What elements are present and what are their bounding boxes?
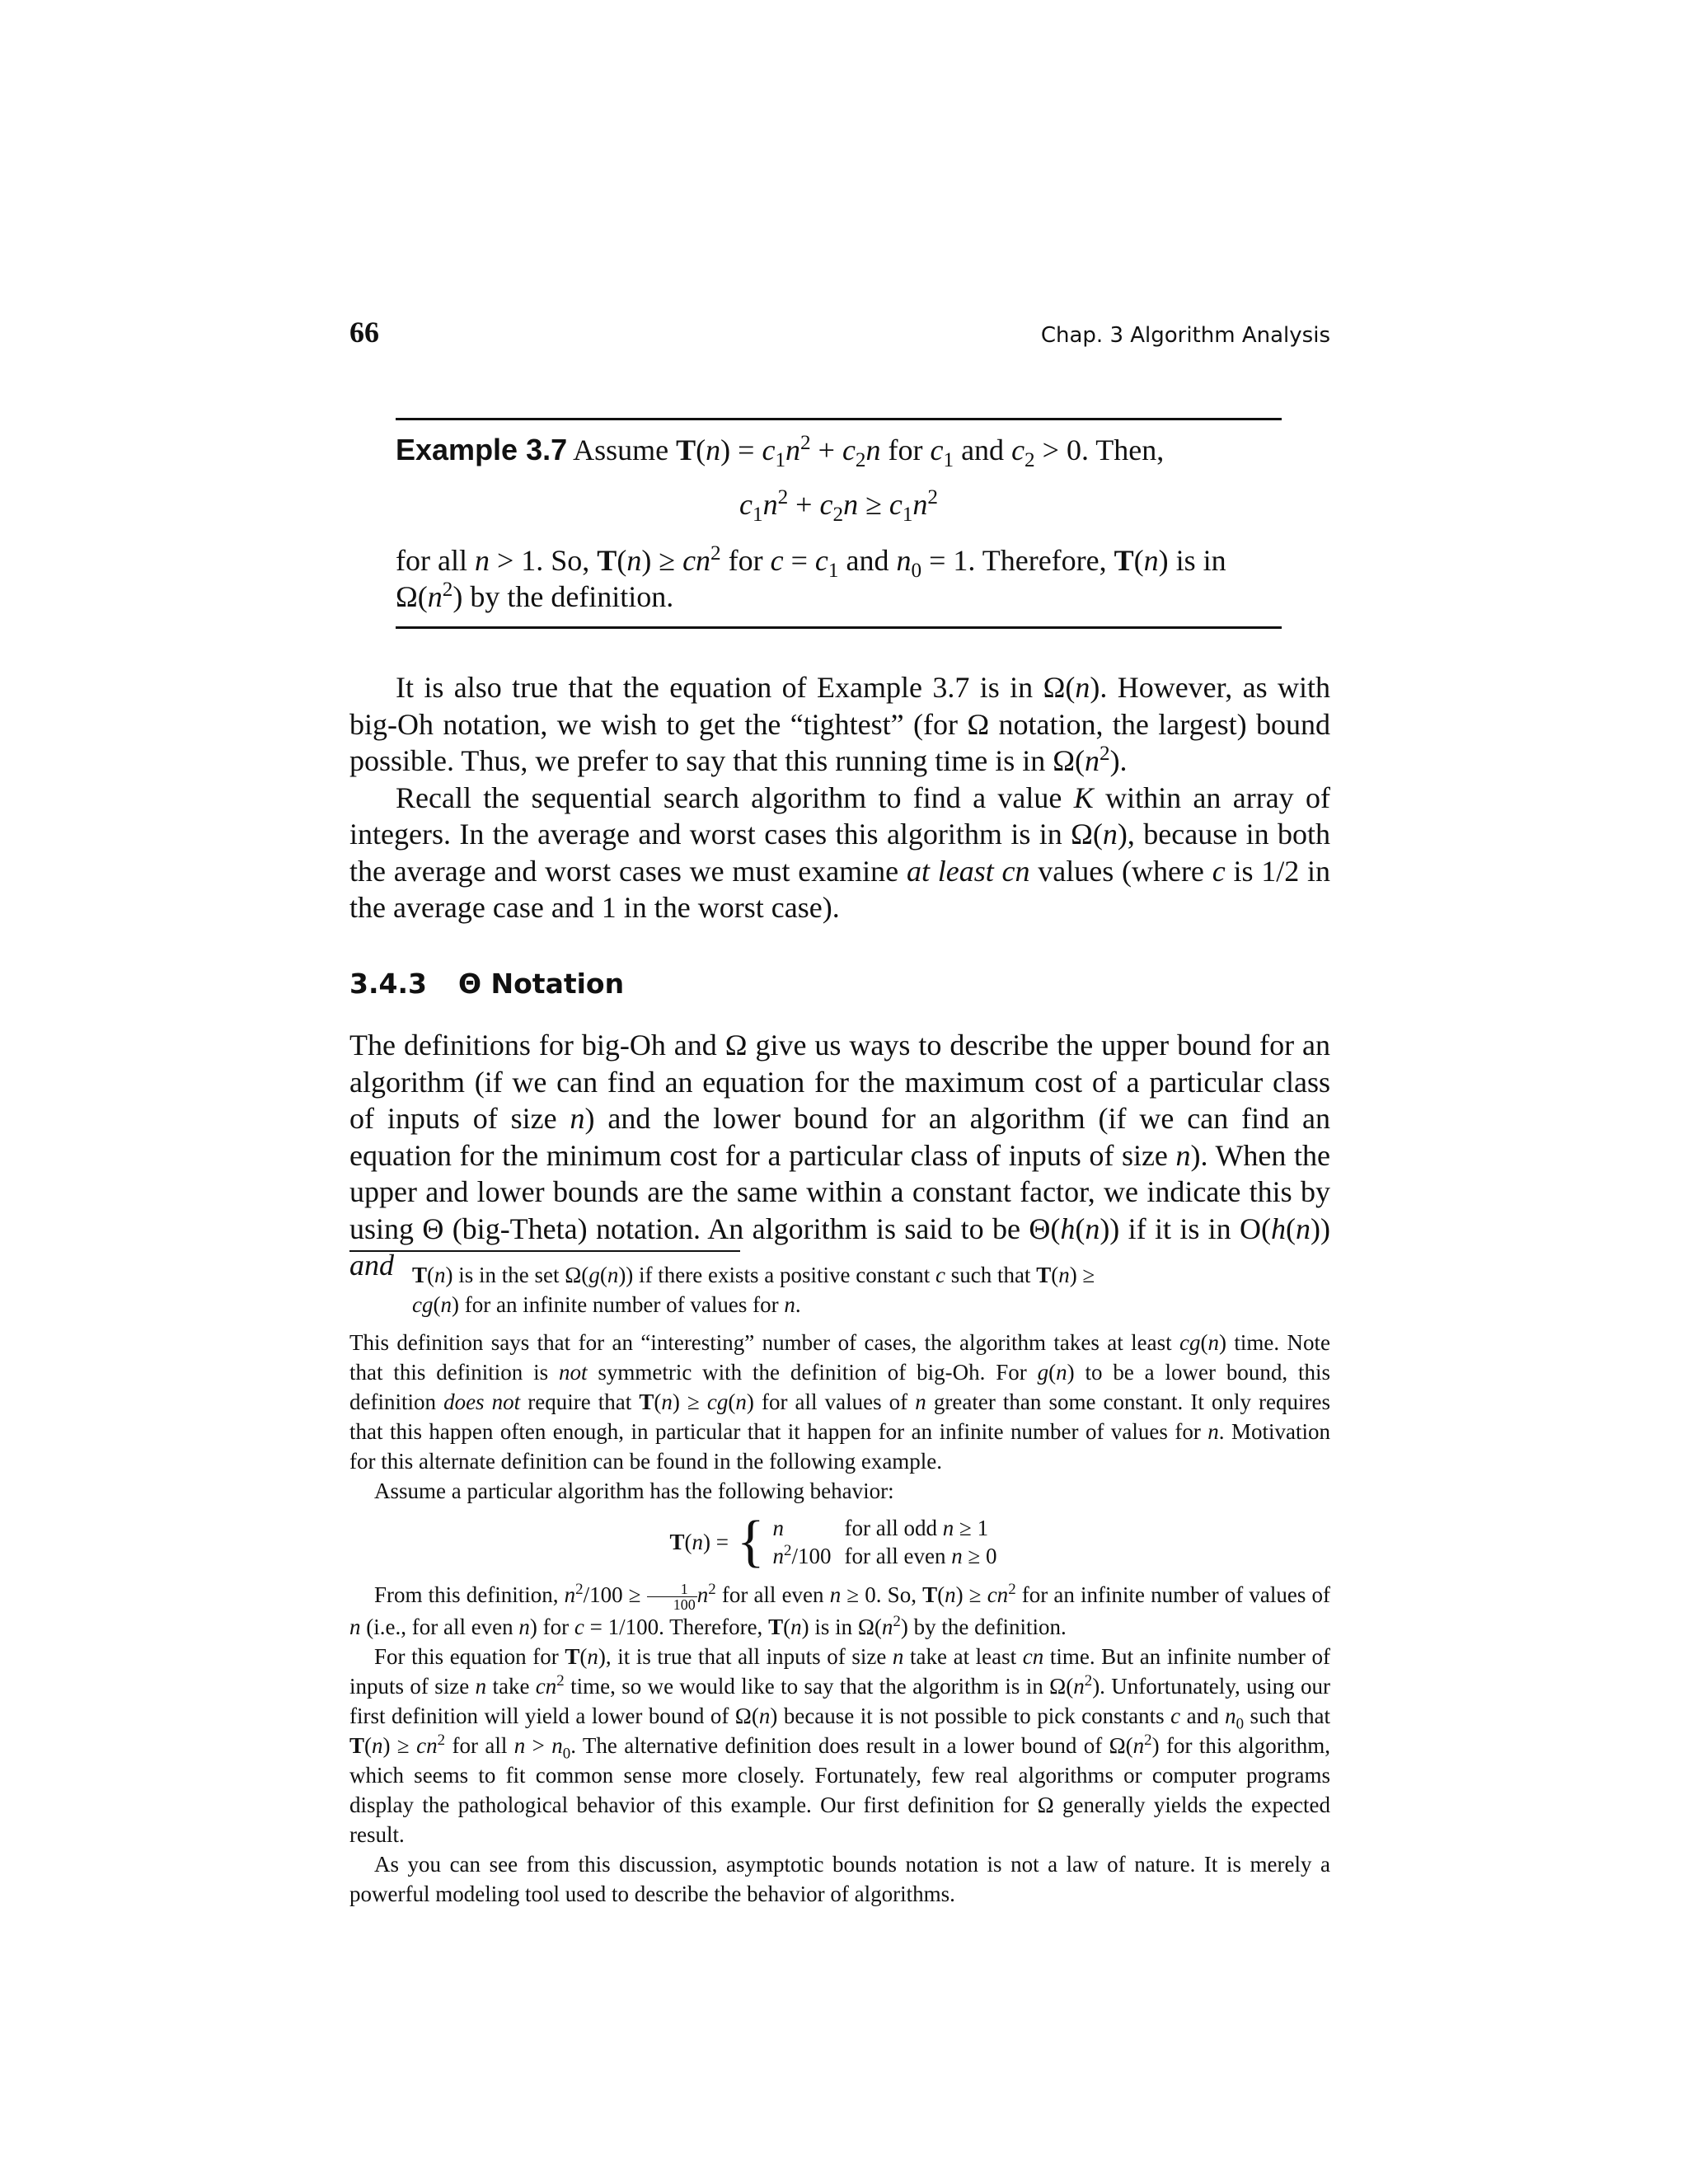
math: n — [692, 1530, 703, 1554]
superscript: 2 — [784, 1542, 792, 1559]
text: ( — [617, 544, 627, 577]
cases-table — [773, 1514, 1010, 1570]
math: n — [762, 488, 778, 521]
text: ) because it is not possible to pick constants — [770, 1704, 1171, 1729]
math: h — [1060, 1212, 1076, 1245]
math: cn — [682, 544, 711, 577]
math: n — [1058, 1263, 1070, 1287]
math: n — [1175, 1138, 1191, 1172]
footnote-paragraph: Assume a particular algorithm has the following behavior: — [374, 1479, 894, 1503]
text: ) is in Ω( — [801, 1615, 882, 1640]
running-head — [349, 315, 1330, 349]
text: values (where — [1029, 854, 1212, 888]
text: ( — [696, 434, 706, 466]
math: n — [1207, 1330, 1219, 1355]
text: ), because in both the average and worst cases we must examine — [349, 818, 1330, 888]
math: n — [1207, 1419, 1219, 1444]
text: ) by the definition. — [452, 580, 674, 613]
subscript: 2 — [832, 504, 844, 527]
subscript: 1 — [828, 560, 839, 583]
math: c — [1170, 1704, 1181, 1729]
text: The definitions for big-Oh and Ω give us ways to describe the upper bound for an algorithm (if we can find an equation for the maximum cost of a particular class of inputs of size — [349, 1029, 1330, 1135]
text: and — [1180, 1704, 1226, 1729]
text: /100 — [791, 1544, 832, 1568]
text: ) to be a lower bound, this definition — [349, 1360, 1330, 1414]
subscript: 1 — [752, 504, 763, 527]
math: n — [570, 1102, 585, 1135]
page-number: 66 — [349, 316, 379, 349]
text: Assume — [567, 434, 677, 466]
superscript: 2 — [442, 579, 453, 601]
math: n — [1102, 818, 1118, 851]
text: ) and the lower bound for an algorithm (if we can find an equation for the minimum cost for a particular class of inputs of size — [349, 1102, 1330, 1172]
text: greater than some constant. It only requires that this happen often enough, in particular that it happen for an infinite number of values for — [349, 1390, 1331, 1444]
subscript: 0 — [1236, 1715, 1245, 1733]
subscript: 0 — [911, 560, 922, 583]
text: ) is in the set Ω( — [445, 1263, 589, 1287]
section-number: 3.4.3 — [349, 967, 427, 1000]
text: ) = — [720, 434, 762, 466]
math: n — [1056, 1360, 1067, 1385]
math: n — [564, 1582, 576, 1607]
text: From this definition, — [374, 1582, 565, 1607]
text: ( — [1200, 1330, 1208, 1355]
text: = — [783, 544, 815, 577]
math: n — [1073, 1674, 1085, 1699]
superscript: 2 — [1099, 743, 1110, 765]
example-statement — [396, 432, 1282, 472]
math: n — [551, 1733, 563, 1759]
math: n — [772, 1544, 785, 1568]
text: )) if it is in O( — [1100, 1212, 1272, 1245]
superscript: 2 — [800, 432, 811, 454]
math: n — [829, 1582, 842, 1607]
text: take — [486, 1674, 536, 1699]
math: cg — [412, 1292, 434, 1317]
text: ) for an infinite number of values for — [451, 1292, 785, 1317]
text: . Motivation for this alternate definition can be found in the following example. — [349, 1419, 1331, 1474]
math: n — [474, 544, 490, 577]
text: ( — [654, 1390, 662, 1414]
superscript: 2 — [1144, 1732, 1152, 1750]
math: n — [945, 1582, 956, 1607]
text: for all even — [715, 1582, 830, 1607]
math: cn — [1001, 854, 1030, 888]
math: n — [518, 1615, 530, 1640]
math: n — [1075, 671, 1090, 704]
text: ) for this algorithm, which seems to fit common sense more closely. Fortunately, few real algorithms or computer programs display the pathological behavior of this example. Our first definition for Ω generally yields the expected result. — [349, 1733, 1331, 1848]
footnote-paragraph — [349, 1580, 1330, 1642]
case-row — [773, 1542, 1010, 1570]
math: n — [513, 1733, 526, 1759]
subscript: 1 — [943, 449, 954, 472]
math: cn — [1022, 1644, 1044, 1670]
superscript: 2 — [893, 1613, 901, 1631]
text: + — [788, 488, 820, 521]
text: Recall the sequential search algorithm to find a value — [396, 780, 1074, 814]
paragraph — [349, 669, 1330, 780]
math: T — [676, 434, 696, 466]
text: such that — [1244, 1704, 1331, 1729]
emphasis: and — [349, 1249, 394, 1282]
text: > 1. So, — [489, 544, 598, 577]
footnote-paragraph: As you can see from this discussion, asymptotic bounds notation is not a law of nature. It is merely a powerful modeling tool used to describe the behavior of algorithms. — [349, 1852, 1330, 1907]
math: T — [768, 1615, 784, 1640]
superscript: 2 — [777, 486, 789, 509]
emphasis: not — [558, 1360, 588, 1385]
text: (i.e., for all even — [360, 1615, 519, 1640]
math: n — [758, 1704, 771, 1729]
text: = 1. Therefore, — [921, 544, 1114, 577]
text: ). — [1109, 744, 1128, 777]
math: c — [574, 1615, 584, 1640]
text: such that — [945, 1263, 1037, 1287]
math: n — [661, 1390, 673, 1414]
math: n — [881, 1615, 893, 1640]
text: It is also true that the equation of Example 3.7 is in Ω( — [396, 671, 1076, 704]
text: ) = — [702, 1530, 729, 1554]
text: ). Unfortunately, using our first definition will yield a lower bound of Ω( — [349, 1674, 1330, 1729]
math: cn — [987, 1582, 1009, 1607]
section-title: Θ Notation — [457, 967, 625, 1000]
text: ≥ 0. So, — [841, 1582, 923, 1607]
math: T — [639, 1390, 654, 1414]
text: time, so we would like to say that the algorithm is in Ω( — [564, 1674, 1074, 1699]
text: ), it is true that all inputs of size — [598, 1644, 893, 1670]
text: ) for all values of — [746, 1390, 916, 1414]
footnote-definition — [349, 1260, 1330, 1319]
math: n — [772, 1516, 785, 1540]
math: n — [892, 1644, 904, 1670]
math: n — [626, 544, 642, 577]
math: c — [762, 434, 776, 466]
math: n — [706, 434, 721, 466]
text: ( — [433, 1292, 441, 1317]
math: c — [1212, 854, 1226, 888]
text: > — [525, 1733, 552, 1759]
math: c — [842, 434, 856, 466]
math: c — [889, 488, 903, 521]
text: for all even — [844, 1544, 952, 1568]
text: ) ≥ — [1069, 1263, 1095, 1287]
subscript: 1 — [902, 504, 913, 527]
text: = 1/100. Therefore, — [584, 1615, 769, 1640]
footnote-rule — [349, 1250, 740, 1252]
math: n — [915, 1390, 926, 1414]
text: ≥ — [858, 488, 889, 521]
display-equation — [396, 486, 1282, 527]
text: . — [795, 1292, 801, 1317]
math: n — [1132, 1733, 1145, 1759]
text: for — [880, 434, 931, 466]
subscript: 1 — [775, 449, 786, 472]
math: n — [1296, 1212, 1311, 1245]
math: cn — [416, 1733, 438, 1759]
math: h — [1271, 1212, 1287, 1245]
text: ) by the definition. — [900, 1615, 1067, 1640]
text: For this equation for — [374, 1644, 565, 1670]
text: ). However, as with big-Oh notation, we wish to get the “tightest” (for Ω notation, the largest) bound possible. Thus, we prefer to say that this running time is in Ω( — [349, 671, 1330, 777]
text: . The alternative definition does result in a lower bound of Ω( — [570, 1733, 1133, 1759]
brace: { — [736, 1510, 765, 1573]
math: n — [427, 580, 443, 613]
example-label: Example 3.7 — [396, 433, 568, 466]
text: symmetric with the definition of big-Oh. For — [587, 1360, 1038, 1385]
denominator: 100 — [673, 1596, 696, 1614]
math: n — [735, 1390, 747, 1414]
superscript: 2 — [1008, 1581, 1016, 1598]
text: ( — [1051, 1263, 1059, 1287]
math: n — [896, 544, 912, 577]
text: > 0. Then, — [1034, 434, 1165, 466]
text: ( — [937, 1582, 945, 1607]
text: for an infinite number of values of — [1015, 1582, 1331, 1607]
math: n — [349, 1615, 361, 1640]
superscript: 2 — [927, 486, 938, 509]
math: T — [1036, 1263, 1052, 1287]
text: for all odd — [844, 1516, 943, 1540]
math: n — [865, 434, 881, 466]
math: c — [770, 544, 784, 577]
math: n — [1085, 1212, 1100, 1245]
text: ≥ 1 — [954, 1516, 989, 1540]
text: ). When the upper and lower bounds are the same within a constant factor, we indicate this by using Θ (big-Theta) notation. An algorithm is said to be Θ( — [349, 1138, 1330, 1245]
math: n — [372, 1733, 383, 1759]
math: c — [1011, 434, 1025, 466]
text: ≥ 0 — [962, 1544, 997, 1568]
math: n — [1143, 544, 1159, 577]
text: and — [954, 434, 1012, 466]
text: ( — [1133, 544, 1144, 577]
text: ( — [684, 1530, 692, 1554]
superscript: 2 — [710, 542, 721, 565]
math: c — [935, 1263, 945, 1287]
text: ( — [599, 1263, 607, 1287]
text: ( — [427, 1263, 435, 1287]
equation-lhs — [669, 1528, 728, 1556]
superscript: 2 — [556, 1672, 565, 1690]
math: cn — [535, 1674, 557, 1699]
footnote — [349, 1250, 1330, 1909]
text: )) — [1311, 1212, 1330, 1245]
text: ( — [728, 1390, 736, 1414]
text: and — [838, 544, 897, 577]
fraction — [647, 1582, 697, 1612]
math: c — [930, 434, 944, 466]
section-heading — [349, 966, 1330, 1003]
math: n — [843, 488, 859, 521]
math: n — [1225, 1704, 1236, 1729]
emphasis: does not — [443, 1390, 521, 1414]
superscript: 2 — [708, 1581, 716, 1598]
math: c — [814, 544, 828, 577]
text: ) ≥ — [382, 1733, 417, 1759]
case-value — [773, 1542, 845, 1570]
paragraph — [349, 780, 1330, 926]
example-box — [396, 418, 1282, 629]
text: require that — [520, 1390, 640, 1414]
math: K — [1073, 780, 1094, 814]
math: n — [912, 488, 928, 521]
math: n — [434, 1263, 446, 1287]
math: T — [669, 1530, 685, 1554]
text: This definition says that for an “interesting” number of cases, the algorithm takes at least — [349, 1330, 1179, 1355]
math: n — [696, 1582, 709, 1607]
math: n — [784, 1292, 795, 1317]
text: for all — [445, 1733, 514, 1759]
subscript: 0 — [562, 1745, 571, 1763]
text: ( — [1075, 1212, 1085, 1245]
math: g — [1037, 1360, 1049, 1385]
footnote-paragraph — [349, 1642, 1330, 1849]
text: ( — [364, 1733, 373, 1759]
math: n — [790, 1615, 802, 1640]
math: n — [951, 1544, 963, 1568]
text: take at least — [903, 1644, 1023, 1670]
text: ) ≥ — [672, 1390, 707, 1414]
math: T — [412, 1263, 428, 1287]
text: + — [810, 434, 842, 466]
text: ) ≥ — [955, 1582, 987, 1607]
footnote-paragraph — [349, 1328, 1330, 1476]
text: ( — [783, 1615, 791, 1640]
case-value — [773, 1514, 845, 1542]
math: c — [739, 488, 753, 521]
math: T — [565, 1644, 580, 1670]
math: cg — [1179, 1330, 1201, 1355]
example-conclusion — [396, 542, 1282, 615]
text: for — [720, 544, 771, 577]
paragraph — [349, 1027, 1330, 1284]
superscript: 2 — [575, 1581, 584, 1598]
math: n — [1084, 744, 1100, 777]
piecewise-equation — [349, 1510, 1330, 1573]
text: ) is in Ω( — [396, 544, 1226, 613]
text: for all — [396, 544, 475, 577]
math: T — [1114, 544, 1134, 577]
math: n — [475, 1674, 487, 1699]
text: ) time. Note that this definition is — [349, 1330, 1331, 1385]
main-body — [349, 669, 1330, 1284]
math: c — [819, 488, 833, 521]
numerator: 1 — [647, 1582, 697, 1597]
math: n — [942, 1516, 954, 1540]
superscript: 2 — [437, 1732, 446, 1750]
text: ) for — [529, 1615, 574, 1640]
case-row — [773, 1514, 1010, 1542]
math: n — [440, 1292, 452, 1317]
math: n — [587, 1644, 598, 1670]
superscript: 2 — [1084, 1672, 1093, 1690]
math: T — [349, 1733, 365, 1759]
text: is 1/2 in the average case and 1 in the worst case). — [349, 854, 1331, 924]
text: ( — [1286, 1212, 1296, 1245]
math: g — [588, 1263, 600, 1287]
emphasis: at least — [906, 854, 1002, 888]
math: n — [607, 1263, 619, 1287]
text: ( — [1048, 1360, 1057, 1385]
text: /100 ≥ — [583, 1582, 647, 1607]
math: n — [785, 434, 801, 466]
math: cg — [706, 1390, 729, 1414]
subscript: 2 — [855, 449, 866, 472]
math: T — [922, 1582, 938, 1607]
text: ( — [579, 1644, 588, 1670]
subscript: 2 — [1025, 449, 1035, 472]
text: within an array of integers. In the average and worst cases this algorithm is in Ω( — [349, 780, 1330, 851]
case-condition — [845, 1542, 1010, 1570]
text: ) ≥ — [641, 544, 683, 577]
text: )) if there exists a positive constant — [618, 1263, 935, 1287]
case-condition — [845, 1514, 1010, 1542]
math: T — [597, 544, 617, 577]
chapter-title: Chap. 3 Algorithm Analysis — [1040, 323, 1330, 348]
text: time. But an infinite number of inputs of size — [349, 1644, 1330, 1699]
